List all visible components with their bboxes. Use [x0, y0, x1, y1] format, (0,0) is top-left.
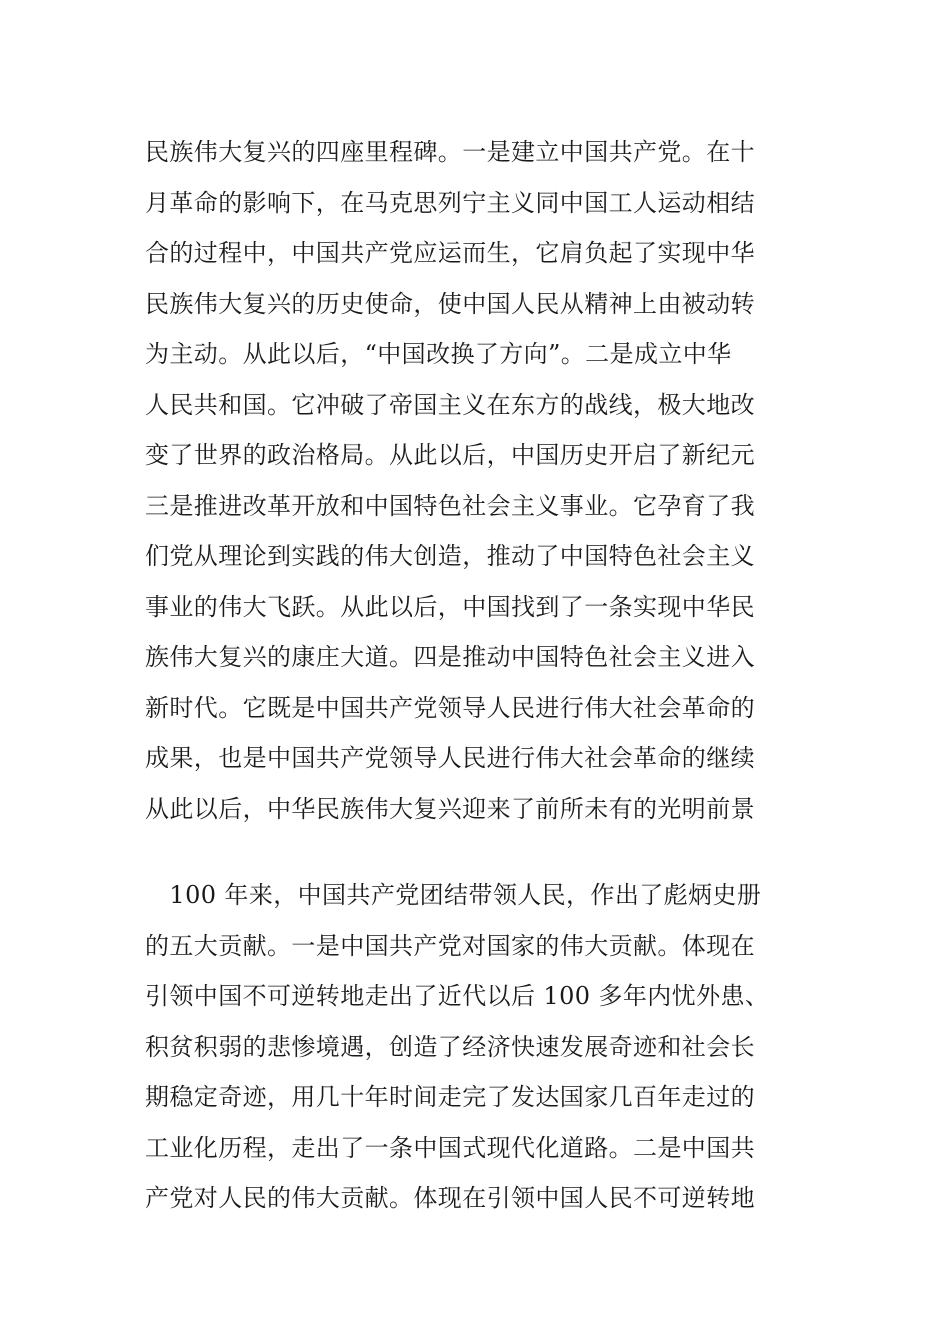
text-line: 产党对人民的伟大贡献。体现在引领中国人民不可逆转地: [145, 1184, 755, 1212]
text-line: 变了世界的政治格局。从此以后，中国历史开启了新纪元: [145, 441, 755, 469]
text-line: 积贫积弱的悲惨境遇，创造了经济快速发展奇迹和社会长: [145, 1032, 755, 1061]
text-line: 合的过程中，中国共产党应运而生，它肩负起了实现中华: [145, 239, 755, 267]
text-line: 三是推进改革开放和中国特色社会主义事业。它孕育了我: [145, 491, 755, 520]
text-line: 工业化历程，走出了一条中国式现代化道路。二是中国共: [145, 1133, 755, 1162]
paragraph-contributions: [145, 870, 825, 1224]
text-line: 民族伟大复兴的四座里程碑。一是建立中国共产党。在十: [145, 138, 755, 166]
text-line: 族伟大复兴的康庄大道。四是推动中国特色社会主义进入: [145, 643, 755, 671]
text-line: 的五大贡献。一是中国共产党对国家的伟大贡献。体现在: [145, 931, 755, 960]
text-line: 引领中国不可逆转地走出了近代以后 100 多年内忧外患、: [145, 982, 770, 1010]
text-line: 人民共和国。它冲破了帝国主义在东方的战线，极大地改: [145, 390, 755, 419]
text-line: 期稳定奇迹，用几十年时间走完了发达国家几百年走过的: [145, 1083, 755, 1111]
text-line: 们党从理论到实践的伟大创造，推动了中国特色社会主义: [145, 542, 755, 570]
paragraph-milestones: [145, 127, 825, 834]
text-line: 事业的伟大飞跃。从此以后，中国找到了一条实现中华民: [145, 592, 755, 621]
text-line: 月革命的影响下，在马克思列宁主义同中国工人运动相结: [145, 188, 755, 217]
text-line: 民族伟大复兴的历史使命，使中国人民从精神上由被动转: [145, 289, 755, 318]
text-line: 成果，也是中国共产党领导人民进行伟大社会革命的继续: [145, 744, 755, 772]
text-line: 为主动。从此以后，“中国改换了方向”。二是成立中华: [145, 340, 732, 368]
text-line: 100 年来，中国共产党团结带领人民，作出了彪炳史册: [145, 881, 762, 909]
text-line: 从此以后，中华民族伟大复兴迎来了前所未有的光明前景: [145, 794, 755, 823]
text-line: 新时代。它既是中国共产党领导人民进行伟大社会革命的: [145, 693, 755, 722]
